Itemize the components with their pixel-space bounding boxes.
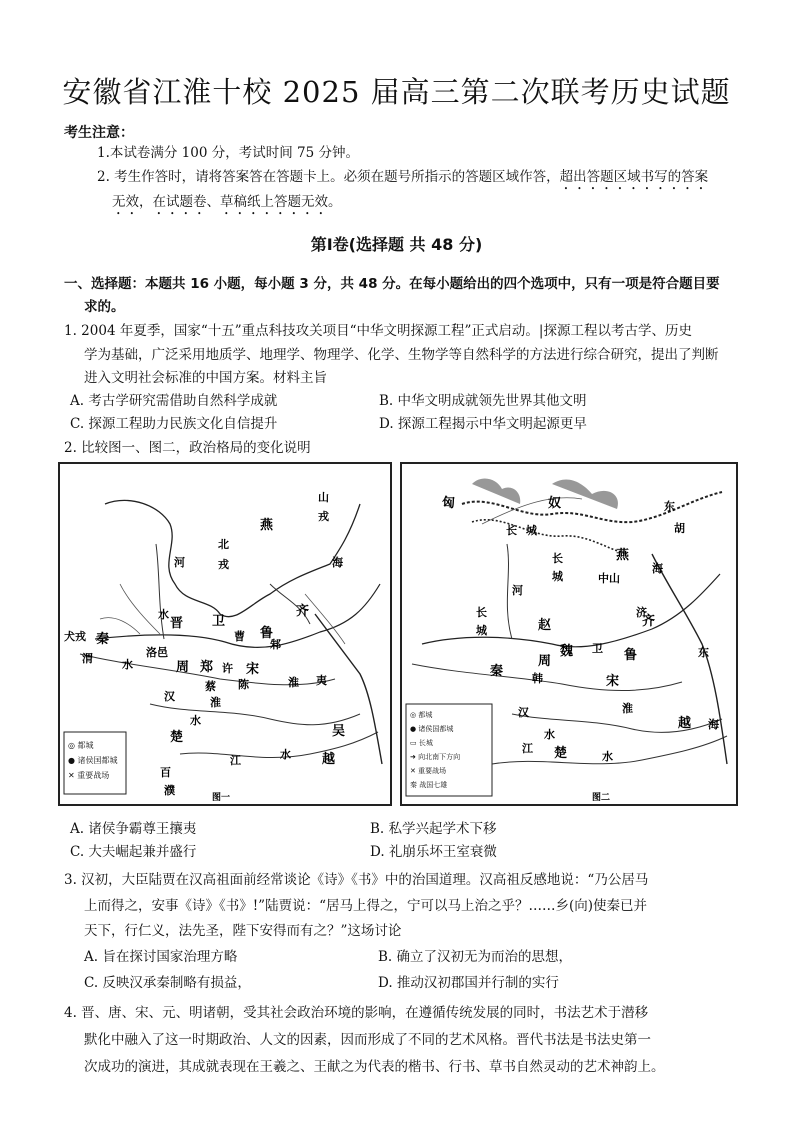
map2-legend-battlefield: ✕ 重要战场 — [410, 767, 447, 775]
notice-item-2: 2. 考生作答时，请将答案答在答题卡上。必须在题号所指示的答题区域作答，超出答题区域书写的答案 — [97, 169, 709, 185]
map1-label-shui: 水 — [122, 658, 133, 671]
map2-label-zhongshan: 中山 — [598, 572, 620, 585]
map1-label-wei: 卫 — [212, 614, 226, 629]
map2-label-qin: 秦 — [490, 664, 504, 679]
map2-label-hanriver: 汉 — [518, 706, 529, 719]
map2-label-yan: 燕 — [616, 548, 630, 563]
map2-label-xiong: 匈 — [442, 496, 456, 511]
map2-label-hai2: 海 — [708, 718, 719, 731]
map1-label-jin: 晋 — [170, 616, 184, 631]
map1-label-rong2: 戎 — [218, 558, 229, 571]
map1-label-qin: 秦 — [96, 632, 110, 647]
q3-option-c[interactable]: C. 反映汉承秦制略有损益， — [84, 975, 251, 991]
exam-title: 安徽省江淮十校 2025 届高三第二次联考历史试题 — [62, 75, 731, 109]
q2-option-d[interactable]: D. 礼崩乐坏王室衰微 — [370, 844, 497, 860]
map2-label-chu: 楚 — [554, 746, 568, 761]
map1-label-qi: 齐 — [296, 604, 310, 619]
map1-label-cao: 曹 — [234, 630, 245, 643]
notice-item-2-cont: 无效，在试题卷、草稿纸上答题无效。 — [112, 194, 342, 210]
map2-legend-capital: ◎ 都城 — [410, 711, 433, 719]
map1-label-jiang: 江 — [230, 754, 241, 767]
notice-item-1: 1.本试卷满分 100 分，考试时间 75 分钟。 — [97, 145, 359, 161]
map1-label-shan: 山 — [318, 491, 329, 504]
q3-option-d[interactable]: D. 推动汉初郡国并行制的实行 — [378, 975, 559, 991]
map1-label-wu: 吴 — [332, 724, 346, 739]
map1-label-quanrong: 犬戎 — [64, 630, 86, 643]
map2-label-huai: 淮 — [622, 702, 633, 715]
q1-option-c[interactable]: C. 探源工程助力民族文化自信提升 — [70, 416, 278, 432]
map2-legend-invasion: ➜ 向北南下方向 — [410, 753, 461, 761]
map1-label-song: 宋 — [246, 662, 260, 677]
map2-label-hu: 胡 — [674, 522, 685, 535]
q2-option-a[interactable]: A. 诸侯争霸尊王攘夷 — [70, 821, 197, 837]
map2-label-zhou: 周 — [538, 654, 552, 669]
q1-line3: 进入文明社会标准的中国方案。材料主旨 — [84, 370, 327, 386]
map2-label-cheng: 城 — [526, 524, 537, 537]
q1-option-a[interactable]: A. 考古学研究需借助自然科学成就 — [70, 393, 278, 409]
map2-legend — [410, 708, 460, 792]
map1-label-huai2: 淮 — [210, 696, 221, 709]
map2-label-shui2: 水 — [602, 750, 613, 763]
map1-label-wei-river: 渭 — [82, 652, 93, 665]
q4-line1: 4. 晋、唐、宋、元、明诸朝，受其社会政治环境的影响，在遵循传统发展的同时，书法艺术于潜移 — [64, 1005, 649, 1021]
map1-label-yi: 夷 — [316, 674, 327, 687]
map1-label-hai: 海 — [332, 556, 343, 569]
map2-legend-wall: ▭ 长城 — [410, 739, 433, 747]
map1-label-lu: 鲁 — [260, 626, 274, 641]
map1-legend-battlefield: ✕ 重要战场 — [68, 771, 110, 780]
map1-label-he: 河 — [174, 556, 185, 569]
map1-label-huai: 淮 — [288, 676, 299, 689]
map2-label-chang2: 长 — [476, 606, 487, 619]
q1-option-d[interactable]: D. 探源工程揭示中华文明起源更早 — [379, 416, 587, 432]
map1-label-pu: 濮 — [164, 784, 175, 797]
map2-label-shui: 水 — [544, 728, 555, 741]
map2-label-weistate: 卫 — [592, 642, 603, 655]
map-figure-2 — [400, 462, 738, 806]
map2-label-hai: 海 — [652, 562, 663, 575]
map2-label-he: 河 — [512, 584, 523, 597]
q4-line3: 次成功的演进，其成就表现在王羲之、王献之为代表的楷书、行书、草书自然灵动的艺术神韵上。 — [84, 1059, 665, 1075]
map2-label-cheng3: 城 — [552, 570, 563, 583]
map1-label-shui2: 水 — [280, 748, 291, 761]
map1-label-cai: 蔡 — [205, 680, 216, 693]
map1-legend — [68, 738, 118, 783]
map1-legend-state-capital: ● 诸侯国都城 — [68, 756, 118, 765]
q3-line3: 天下，行仁义，法先圣，陛下安得而有之？”这场讨论 — [84, 923, 402, 939]
map1-label-bei: 北 — [218, 538, 229, 551]
map1-label-luoyi: 洛邑 — [146, 646, 168, 659]
map1-label-chen: 陈 — [238, 678, 249, 691]
map2-label-han: 韩 — [532, 672, 543, 685]
map2-label-jiang: 江 — [522, 742, 533, 755]
map2-label-cheng2: 城 — [476, 624, 487, 637]
q3-line1: 3. 汉初，大臣陆贾在汉高祖面前经常谈论《诗》《书》中的治国道理。汉高祖反感地说：“乃公居马 — [64, 872, 649, 888]
map1-label-xu: 许 — [222, 662, 233, 675]
map2-label-dong: 东 — [664, 500, 675, 513]
map2-label-chang3: 长 — [552, 552, 563, 565]
map1-label-chu: 楚 — [170, 730, 184, 745]
map-figure-1 — [58, 462, 392, 806]
map2-label-qi: 齐 — [642, 614, 656, 629]
map1-label-shui4: 水 — [190, 714, 201, 727]
section-title: 第Ⅰ卷(选择题 共 48 分) — [310, 235, 483, 254]
map1-legend-capital: ◎ 都城 — [68, 741, 94, 750]
map2-label-nu: 奴 — [548, 496, 562, 511]
map1-label-han: 汉 — [164, 690, 175, 703]
map2-label-dong2: 东 — [698, 646, 709, 659]
notice-heading: 考生注意： — [64, 125, 134, 141]
q2-option-c[interactable]: C. 大夫崛起兼并盛行 — [70, 844, 197, 860]
map1-label-zheng: 郑 — [200, 660, 214, 675]
map2-label-song: 宋 — [606, 674, 620, 689]
q3-option-b[interactable]: B. 确立了汉初无为而治的思想， — [378, 949, 573, 965]
map2-label-zhao: 赵 — [538, 618, 552, 633]
map2-label-yue: 越 — [678, 716, 692, 731]
q2-option-b[interactable]: B. 私学兴起学术下移 — [370, 821, 497, 837]
q1-option-b[interactable]: B. 中华文明成就领先世界其他文明 — [379, 393, 587, 409]
map1-label-zhu: 邾 — [270, 638, 281, 651]
map2-label-ji: 济 — [636, 606, 647, 619]
q1-line2: 学为基础，广泛采用地质学、地理学、物理学、化学、生物学等自然科学的方法进行综合研究，提出了判断 — [84, 347, 719, 363]
part1-line1: 一、选择题：本题共 16 小题，每小题 3 分，共 48 分。在每小题给出的四个选项中，只有一项是符合题目要 — [64, 276, 720, 292]
part1-line2: 求的。 — [84, 299, 125, 315]
map1-label-bai: 百 — [160, 766, 171, 779]
map1-label-yue: 越 — [322, 752, 336, 767]
map1-label-yan: 燕 — [260, 518, 274, 533]
map2-caption: 图二 — [592, 793, 611, 803]
q2-stem: 2. 比较图一、图二，政治格局的变化说明 — [64, 440, 311, 456]
map2-legend-seven-states: 秦 战国七雄 — [410, 781, 448, 789]
map2-legend-state-capital: ● 诸侯国都城 — [410, 725, 454, 733]
q3-line2: 上而得之，安事《诗》《书》!”陆贾说：“居马上得之，宁可以马上治之乎？……乡(向)使秦已并 — [84, 898, 648, 914]
map2-label-wei: 魏 — [560, 644, 574, 659]
map2-label-chang: 长 — [506, 524, 517, 537]
map1-label-rong: 戎 — [318, 510, 329, 523]
map1-label-shui3: 水 — [158, 608, 169, 621]
q1-line1: 1. 2004 年夏季，国家“十五”重点科技攻关项目“中华文明探源工程”正式启动。|探源工程以考古学、历史 — [64, 323, 692, 339]
map1-label-zhou: 周 — [176, 660, 190, 675]
q3-option-a[interactable]: A. 旨在探讨国家治理方略 — [84, 949, 238, 965]
q4-line2: 默化中融入了这一时期政治、人文的因素，因而形成了不同的艺术风格。晋代书法是书法史第一 — [84, 1032, 651, 1048]
map1-caption: 图一 — [212, 793, 231, 803]
map2-label-lu: 鲁 — [624, 648, 638, 663]
